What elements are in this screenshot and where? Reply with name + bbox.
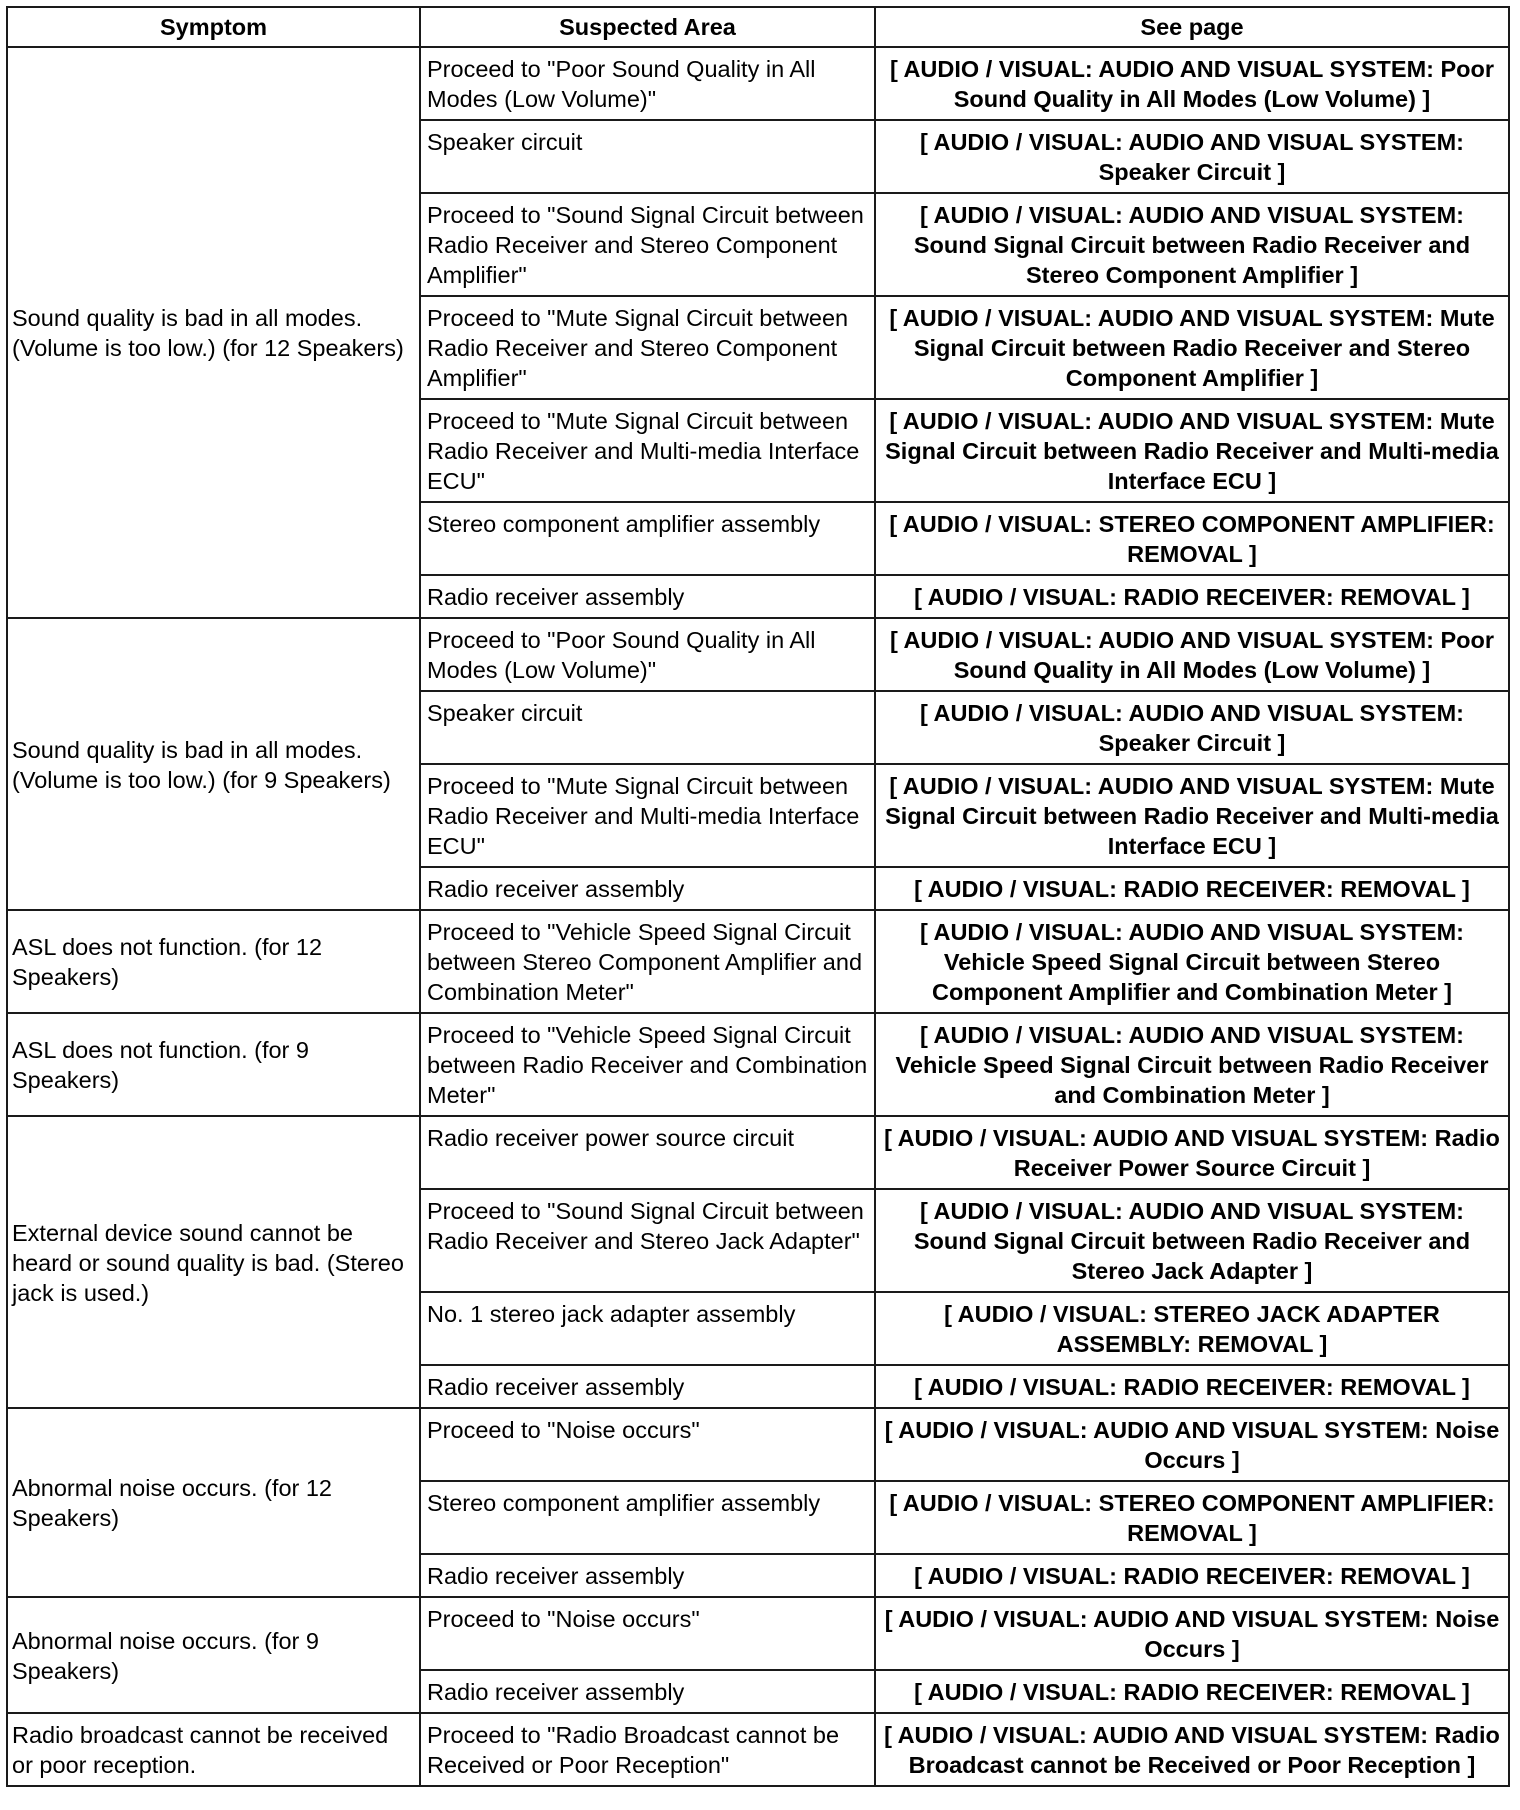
symptom-cell: External device sound cannot be heard or sound quality is bad. (Stereo jack is used.) — [7, 1116, 420, 1408]
see-page-reference-cell: [ AUDIO / VISUAL: AUDIO AND VISUAL SYSTEM: Vehicle Speed Signal Circuit between Stereo Component Amplifier and Combination Meter ] — [875, 910, 1509, 1013]
troubleshooting-table — [6, 6, 1510, 1787]
header-row — [7, 7, 1509, 47]
suspected-area-cell: Radio receiver assembly — [420, 1365, 875, 1408]
symptom-cell: ASL does not function. (for 9 Speakers) — [7, 1013, 420, 1116]
see-page-reference-cell: [ AUDIO / VISUAL: RADIO RECEIVER: REMOVAL ] — [875, 867, 1509, 910]
table-row — [7, 1013, 1509, 1116]
see-page-reference-cell: [ AUDIO / VISUAL: AUDIO AND VISUAL SYSTEM: Radio Receiver Power Source Circuit ] — [875, 1116, 1509, 1189]
suspected-area-cell: Proceed to "Mute Signal Circuit between Radio Receiver and Multi-media Interface ECU" — [420, 399, 875, 502]
suspected-area-cell: Radio receiver assembly — [420, 575, 875, 618]
table-row — [7, 1597, 1509, 1670]
see-page-reference-cell: [ AUDIO / VISUAL: RADIO RECEIVER: REMOVAL ] — [875, 1670, 1509, 1713]
symptom-cell: Sound quality is bad in all modes. (Volume is too low.) (for 9 Speakers) — [7, 618, 420, 910]
header-see-page: See page — [875, 7, 1509, 47]
suspected-area-cell: Radio receiver assembly — [420, 1670, 875, 1713]
suspected-area-cell: Speaker circuit — [420, 691, 875, 764]
see-page-reference-cell: [ AUDIO / VISUAL: RADIO RECEIVER: REMOVAL ] — [875, 1554, 1509, 1597]
suspected-area-cell: Proceed to "Radio Broadcast cannot be Received or Poor Reception" — [420, 1713, 875, 1786]
suspected-area-cell: Radio receiver assembly — [420, 1554, 875, 1597]
suspected-area-cell: Proceed to "Vehicle Speed Signal Circuit between Stereo Component Amplifier and Combination Meter" — [420, 910, 875, 1013]
see-page-reference-cell: [ AUDIO / VISUAL: RADIO RECEIVER: REMOVAL ] — [875, 1365, 1509, 1408]
symptom-cell: Abnormal noise occurs. (for 12 Speakers) — [7, 1408, 420, 1597]
see-page-reference-cell: [ AUDIO / VISUAL: AUDIO AND VISUAL SYSTEM: Radio Broadcast cannot be Received or Poor Reception ] — [875, 1713, 1509, 1786]
table-row — [7, 910, 1509, 1013]
suspected-area-cell: Proceed to "Vehicle Speed Signal Circuit between Radio Receiver and Combination Meter" — [420, 1013, 875, 1116]
see-page-reference-cell: [ AUDIO / VISUAL: AUDIO AND VISUAL SYSTEM: Noise Occurs ] — [875, 1408, 1509, 1481]
suspected-area-cell: Proceed to "Noise occurs" — [420, 1408, 875, 1481]
symptom-cell: Abnormal noise occurs. (for 9 Speakers) — [7, 1597, 420, 1713]
see-page-reference-cell: [ AUDIO / VISUAL: AUDIO AND VISUAL SYSTEM: Sound Signal Circuit between Radio Receiver and Stereo Component Amplifier ] — [875, 193, 1509, 296]
suspected-area-cell: Proceed to "Sound Signal Circuit between Radio Receiver and Stereo Component Amplifier" — [420, 193, 875, 296]
see-page-reference-cell: [ AUDIO / VISUAL: AUDIO AND VISUAL SYSTEM: Sound Signal Circuit between Radio Receiver and Stereo Jack Adapter ] — [875, 1189, 1509, 1292]
symptom-cell: Radio broadcast cannot be received or poor reception. — [7, 1713, 420, 1786]
suspected-area-cell: Proceed to "Mute Signal Circuit between Radio Receiver and Stereo Component Amplifier" — [420, 296, 875, 399]
suspected-area-cell: Proceed to "Poor Sound Quality in All Modes (Low Volume)" — [420, 47, 875, 120]
suspected-area-cell: Proceed to "Sound Signal Circuit between Radio Receiver and Stereo Jack Adapter" — [420, 1189, 875, 1292]
see-page-reference-cell: [ AUDIO / VISUAL: AUDIO AND VISUAL SYSTEM: Mute Signal Circuit between Radio Receiver and Multi-media Interface ECU ] — [875, 399, 1509, 502]
see-page-reference-cell: [ AUDIO / VISUAL: AUDIO AND VISUAL SYSTEM: Speaker Circuit ] — [875, 691, 1509, 764]
table-row — [7, 618, 1509, 691]
symptom-cell: ASL does not function. (for 12 Speakers) — [7, 910, 420, 1013]
suspected-area-cell: No. 1 stereo jack adapter assembly — [420, 1292, 875, 1365]
see-page-reference-cell: [ AUDIO / VISUAL: AUDIO AND VISUAL SYSTEM: Speaker Circuit ] — [875, 120, 1509, 193]
suspected-area-cell: Proceed to "Noise occurs" — [420, 1597, 875, 1670]
suspected-area-cell: Stereo component amplifier assembly — [420, 502, 875, 575]
see-page-reference-cell: [ AUDIO / VISUAL: STEREO COMPONENT AMPLIFIER: REMOVAL ] — [875, 502, 1509, 575]
table-body — [7, 47, 1509, 1786]
see-page-reference-cell: [ AUDIO / VISUAL: AUDIO AND VISUAL SYSTEM: Vehicle Speed Signal Circuit between Radio Receiver and Combination Meter ] — [875, 1013, 1509, 1116]
see-page-reference-cell: [ AUDIO / VISUAL: AUDIO AND VISUAL SYSTEM: Mute Signal Circuit between Radio Receiver and Stereo Component Amplifier ] — [875, 296, 1509, 399]
see-page-reference-cell: [ AUDIO / VISUAL: STEREO JACK ADAPTER ASSEMBLY: REMOVAL ] — [875, 1292, 1509, 1365]
table-row — [7, 47, 1509, 120]
header-suspected-area: Suspected Area — [420, 7, 875, 47]
suspected-area-cell: Radio receiver power source circuit — [420, 1116, 875, 1189]
suspected-area-cell: Radio receiver assembly — [420, 867, 875, 910]
see-page-reference-cell: [ AUDIO / VISUAL: AUDIO AND VISUAL SYSTEM: Poor Sound Quality in All Modes (Low Volume) ] — [875, 47, 1509, 120]
symptom-cell: Sound quality is bad in all modes. (Volume is too low.) (for 12 Speakers) — [7, 47, 420, 618]
suspected-area-cell: Stereo component amplifier assembly — [420, 1481, 875, 1554]
table-row — [7, 1116, 1509, 1189]
suspected-area-cell: Proceed to "Mute Signal Circuit between Radio Receiver and Multi-media Interface ECU" — [420, 764, 875, 867]
table-row — [7, 1408, 1509, 1481]
see-page-reference-cell: [ AUDIO / VISUAL: AUDIO AND VISUAL SYSTEM: Poor Sound Quality in All Modes (Low Volume) ] — [875, 618, 1509, 691]
see-page-reference-cell: [ AUDIO / VISUAL: AUDIO AND VISUAL SYSTEM: Noise Occurs ] — [875, 1597, 1509, 1670]
suspected-area-cell: Proceed to "Poor Sound Quality in All Modes (Low Volume)" — [420, 618, 875, 691]
see-page-reference-cell: [ AUDIO / VISUAL: RADIO RECEIVER: REMOVAL ] — [875, 575, 1509, 618]
see-page-reference-cell: [ AUDIO / VISUAL: STEREO COMPONENT AMPLIFIER: REMOVAL ] — [875, 1481, 1509, 1554]
table-row — [7, 1713, 1509, 1786]
see-page-reference-cell: [ AUDIO / VISUAL: AUDIO AND VISUAL SYSTEM: Mute Signal Circuit between Radio Receiver and Multi-media Interface ECU ] — [875, 764, 1509, 867]
header-symptom: Symptom — [7, 7, 420, 47]
suspected-area-cell: Speaker circuit — [420, 120, 875, 193]
